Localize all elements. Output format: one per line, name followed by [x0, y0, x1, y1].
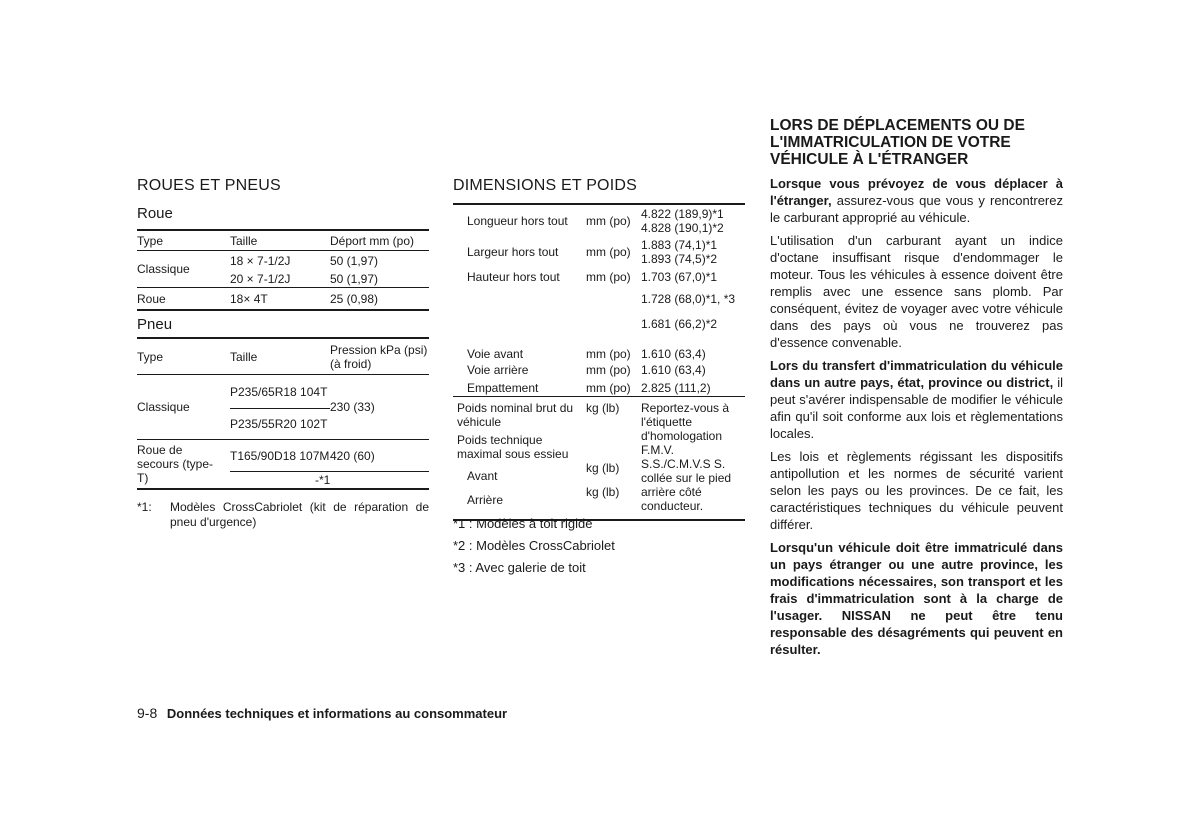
weight-gross-label: Poids nominal brut du véhicule: [457, 401, 574, 429]
dim-label-voie-arriere: Voie arrière: [467, 363, 529, 377]
pneu-secours-size: T165/90D18 107M: [230, 440, 330, 472]
right-paragraph-2: L'utilisation d'un carburant ayant un indice d'octane insuffisant risque d'endommager le moteur. Tous les véhicules à essence doivent être remplis avec une essence sans plomb. Par conséquent, évitez de voyager avec votre véhicule dans des pays où vous ne trouverez pas d'essence convenable.: [770, 233, 1063, 350]
dim-unit-voie-arriere: mm (po): [586, 363, 631, 377]
section-title-roues-pneus: ROUES ET PNEUS: [137, 177, 281, 194]
section-title-dimensions: DIMENSIONS ET POIDS: [453, 177, 637, 194]
right-section-title: LORS DE DÉPLACEMENTS OU DE L'IMMATRICULATION DE VOTRE VÉHICULE À L'ÉTRANGER: [770, 117, 1025, 168]
pneu-header-taille: Taille: [230, 338, 330, 375]
weights-units: [586, 397, 641, 521]
middle-footnote-2: *2 : Modèles CrossCabriolet: [453, 538, 615, 553]
roue-taille-20: 20 × 7-1/2J: [230, 271, 291, 286]
dim-unit-voie-avant: mm (po): [586, 347, 631, 361]
pneu-secours-note: -*1: [230, 472, 429, 490]
dim-unit-hauteur: mm (po): [586, 270, 631, 284]
weight-axle-label: Poids technique maximal sous essieu: [457, 433, 569, 461]
page-footer: [137, 705, 507, 721]
pneu-secours-label: Roue de secours (type-T): [137, 440, 230, 490]
dim-value-longueur: [641, 204, 745, 237]
dim-value-largeur-1: 1.883 (74,1)*1: [641, 238, 718, 252]
dim-value-longueur-2: 4.828 (190,1)*2: [641, 221, 724, 235]
pneu-header-pression: Pression kPa (psi) (à froid): [330, 338, 429, 375]
weight-gross-unit: kg (lb): [586, 401, 620, 415]
roue-subtitle: Roue: [137, 205, 173, 222]
roue-deport-18: 50 (1,97): [330, 253, 379, 268]
right-p1-bold: Lorsque vous prévoyez de vous déplacer à l'étranger,: [770, 176, 1063, 208]
weight-note: Reportez-vous à l'étiquette d'homologation F.M.V. S.S./C.M.V.S S. collée sur le pied arrière côté conducteur.: [641, 397, 745, 521]
dim-unit-largeur: mm (po): [586, 245, 631, 259]
dim-value-longueur-1: 4.822 (189,9)*1: [641, 207, 724, 221]
dim-value-voie-arriere: 1.610 (63,4): [641, 363, 706, 377]
weight-front-label: Avant: [467, 469, 498, 483]
dim-value-largeur: [641, 237, 745, 267]
right-p3-rest: il peut s'avérer indispensable de modifier le véhicule afin qu'il soit conforme aux lois et règlementations locales.: [770, 375, 1063, 441]
pneu-secours-pressure: 420 (60): [330, 440, 429, 472]
dim-value-hauteur-1: 1.703 (67,0)*1: [641, 270, 718, 284]
middle-footnote-1: *1 : Modèles à toit rigide: [453, 516, 593, 531]
pneu-classique-size-18: P235/65R18 104T: [230, 384, 328, 399]
weight-front-unit: kg (lb): [586, 461, 620, 475]
dim-label-voie-avant: Voie avant: [467, 347, 524, 361]
right-paragraph-1: [770, 175, 1063, 226]
dim-value-empattement: 2.825 (111,2): [641, 380, 711, 395]
dimensions-table: [453, 203, 745, 521]
roue-deport-20: 50 (1,97): [330, 271, 379, 286]
roue-header-deport: Déport mm (po): [330, 230, 429, 251]
right-p3-bold: Lors du transfert d'immatriculation du véhicule dans un autre pays, état, province ou district,: [770, 358, 1063, 390]
pneu-table: [137, 337, 429, 490]
dim-value-hauteur-2: 1.728 (68,0)*1, *3: [641, 292, 736, 306]
roue-header-type: Type: [137, 230, 230, 251]
pneu-subtitle: Pneu: [137, 316, 173, 333]
roue-secours-taille: 18× 4T: [230, 288, 330, 311]
pneu-header-type: Type: [137, 338, 230, 375]
dim-value-voie-avant: 1.610 (63,4): [641, 347, 706, 361]
dim-label-empattement: Empattement: [467, 380, 539, 395]
dim-unit-longueur: mm (po): [586, 214, 631, 228]
middle-footnotes: [453, 513, 615, 579]
dim-unit-empattement: mm (po): [586, 380, 631, 395]
page-number: 9-8: [137, 705, 158, 721]
pneu-classique-size-20: P235/55R20 102T: [230, 409, 330, 440]
roue-secours-deport: 25 (0,98): [330, 288, 429, 311]
right-paragraph-4: Les lois et règlements régissant les dispositifs antipollution et les normes de sécurité varient selon les pays ou les provinces. De ce fait, les caractéristiques techniques du véhicule peuvent différer.: [770, 449, 1063, 532]
dim-value-hauteur-3: 1.681 (66,2)*2: [641, 317, 718, 331]
left-footnote-marker: *1:: [137, 500, 152, 514]
roue-table: [137, 229, 429, 311]
dim-label-longueur: Longueur hors tout: [467, 214, 568, 228]
roue-secours-type: Roue: [137, 288, 230, 311]
right-paragraph-5: Lorsqu'un véhicule doit être immatriculé dans un pays étranger ou une autre province, les modifications nécessaires, son transport et les frais d'immatriculation sont à la charge de l'usager. NISSAN ne peut être tenu responsable des désagréments qui peuvent en résulter.: [770, 540, 1063, 657]
right-paragraph-3: [770, 357, 1063, 442]
dim-value-largeur-2: 1.893 (74,5)*2: [641, 252, 718, 266]
left-footnote: [137, 500, 429, 530]
pneu-classique-label: Classique: [137, 400, 190, 414]
left-footnote-text: Modèles CrossCabriolet (kit de réparation de pneu d'urgence): [170, 500, 429, 529]
roue-header-taille: Taille: [230, 230, 330, 251]
pneu-classique-pressure: 230 (33): [330, 400, 375, 414]
roue-classique-label: Classique: [137, 262, 190, 276]
footer-title: Données techniques et informations au consommateur: [166, 706, 508, 721]
dim-label-hauteur: Hauteur hors tout: [467, 270, 560, 284]
right-body: [770, 175, 1063, 664]
middle-footnote-3: *3 : Avec galerie de toit: [453, 560, 586, 575]
dim-label-largeur: Largeur hors tout: [467, 245, 559, 259]
weights-labels: [453, 397, 586, 521]
weight-rear-unit: kg (lb): [586, 485, 620, 499]
weight-rear-label: Arrière: [467, 493, 504, 507]
right-p1-rest: assurez-vous que vous y rencontrerez le carburant approprié au véhicule.: [770, 193, 1063, 225]
roue-taille-18: 18 × 7-1/2J: [230, 253, 291, 268]
